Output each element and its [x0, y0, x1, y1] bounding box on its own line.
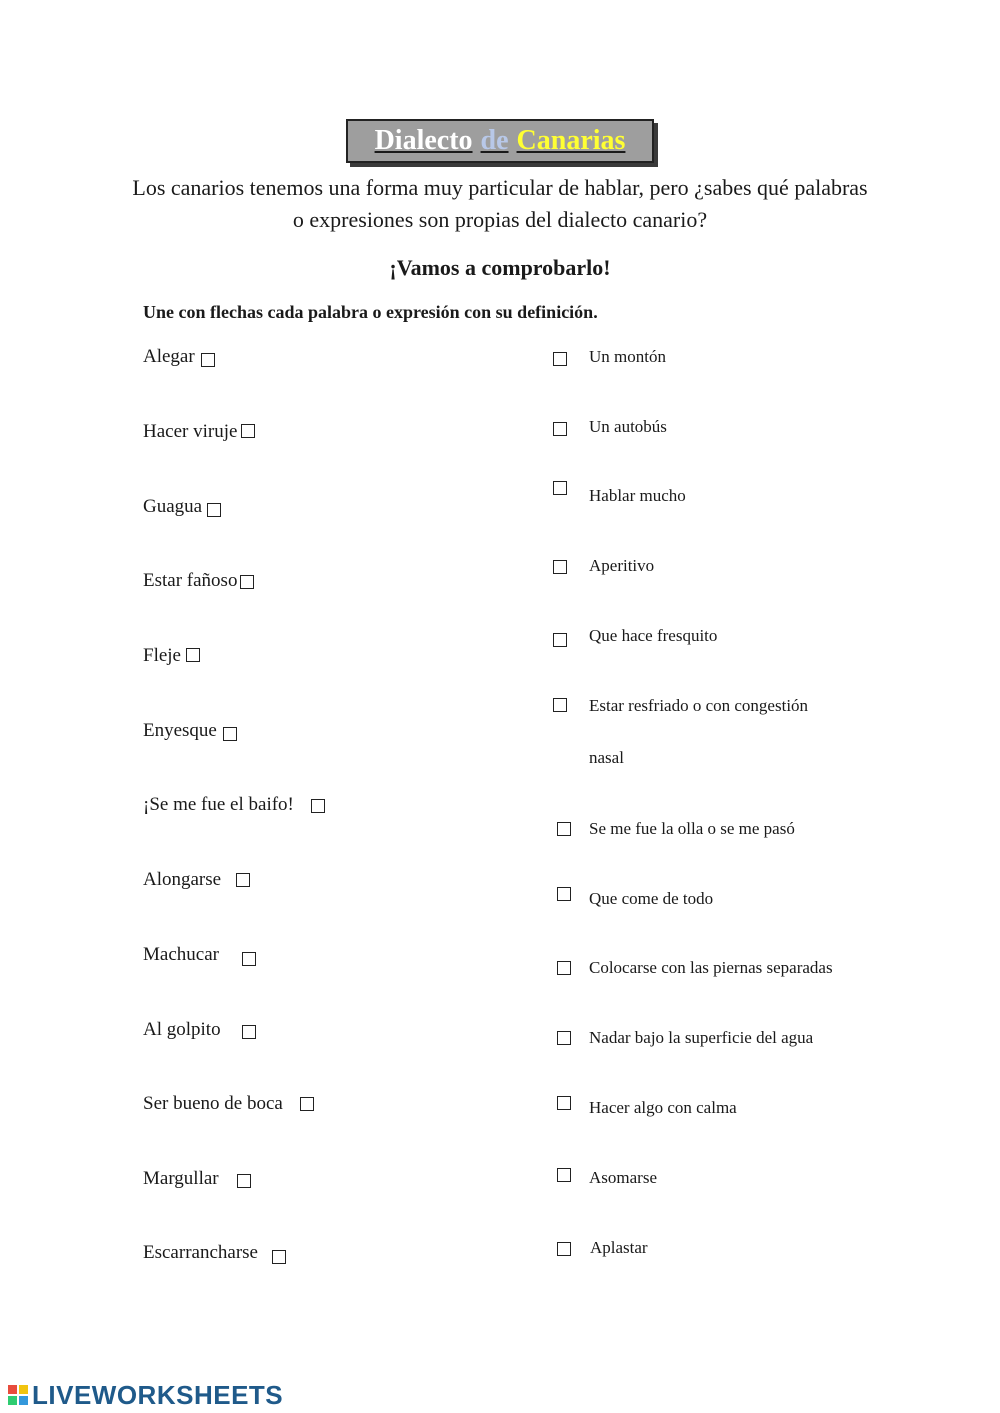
right-item-colocarse: Colocarse con las piernas separadas — [589, 958, 833, 977]
right-item-asomarse: Asomarse — [589, 1168, 657, 1187]
right-item-estar-resfriado-cont: nasal — [589, 748, 624, 767]
right-checkbox[interactable] — [553, 422, 567, 436]
left-item-label: Guagua — [143, 496, 203, 517]
title-word-de: de — [480, 125, 509, 156]
right-checkbox[interactable] — [553, 352, 567, 366]
right-item-se-me-fue-la-olla: Se me fue la olla o se me pasó — [589, 819, 795, 838]
left-item-label: Machucar — [143, 944, 219, 965]
left-item-label: Enyesque — [143, 720, 217, 741]
left-checkbox[interactable] — [236, 873, 250, 887]
worksheet-title — [346, 119, 654, 163]
right-item-aplastar: Aplastar — [590, 1238, 648, 1257]
left-item-label: Hacer viruje — [143, 421, 238, 442]
subheading: ¡Vamos a comprobarlo! — [389, 255, 611, 280]
left-item-label: Fleje — [143, 645, 181, 666]
left-item-label: Ser bueno de boca — [143, 1093, 283, 1114]
right-item-aperitivo: Aperitivo — [589, 556, 655, 575]
right-item-hablar-mucho: Hablar mucho — [589, 486, 686, 505]
left-item-label: Margullar — [143, 1168, 219, 1189]
left-checkbox[interactable] — [272, 1250, 286, 1264]
right-checkbox[interactable] — [557, 1096, 571, 1110]
left-item-ser-bueno-de-boca — [143, 1093, 314, 1115]
left-checkbox[interactable] — [311, 799, 325, 813]
right-item-nadar: Nadar bajo la superficie del agua — [589, 1028, 814, 1047]
left-checkbox[interactable] — [242, 1025, 256, 1039]
title-word-dialecto: Dialecto — [374, 125, 473, 156]
right-checkbox[interactable] — [553, 698, 567, 712]
left-checkbox[interactable] — [201, 353, 215, 367]
left-checkbox[interactable] — [240, 575, 254, 589]
left-item-alongarse — [143, 869, 250, 891]
right-item-hacer-algo-con-calma: Hacer algo con calma — [589, 1098, 737, 1117]
left-item-al-golpito — [143, 1019, 256, 1041]
left-item-label: Alegar — [143, 346, 195, 367]
left-item-machucar — [143, 944, 256, 966]
right-checkbox[interactable] — [557, 961, 571, 975]
right-checkbox[interactable] — [553, 560, 567, 574]
right-item-que-come-de-todo: Que come de todo — [589, 889, 714, 908]
right-checkbox[interactable] — [557, 887, 571, 901]
left-item-label: Escarrancharse — [143, 1242, 258, 1263]
left-item-enyesque — [143, 720, 237, 742]
liveworksheets-footer — [8, 1381, 283, 1409]
left-item-alegar — [143, 346, 215, 368]
left-item-hacer-viruje — [143, 421, 255, 443]
right-item-estar-resfriado: Estar resfriado o con congestión — [589, 696, 809, 715]
left-checkbox[interactable] — [300, 1097, 314, 1111]
left-item-label: Estar fañoso — [143, 570, 238, 591]
left-checkbox[interactable] — [241, 424, 255, 438]
right-checkbox[interactable] — [557, 822, 571, 836]
left-item-label: Al golpito — [143, 1019, 221, 1040]
right-checkbox[interactable] — [557, 1242, 571, 1256]
right-item-que-hace-fresquito: Que hace fresquito — [589, 626, 718, 645]
left-item-fleje — [143, 645, 200, 667]
left-checkbox[interactable] — [186, 648, 200, 662]
title-word-canarias: Canarias — [516, 125, 626, 156]
left-item-se-me-fue-el-baifo — [143, 794, 325, 816]
right-checkbox[interactable] — [553, 481, 567, 495]
right-checkbox[interactable] — [553, 633, 567, 647]
left-item-escarrancharse — [143, 1242, 286, 1264]
right-item-un-autobus: Un autobús — [589, 417, 667, 436]
left-checkbox[interactable] — [207, 503, 221, 517]
left-checkbox[interactable] — [223, 727, 237, 741]
left-item-label: Alongarse — [143, 869, 222, 890]
right-checkbox[interactable] — [557, 1168, 571, 1182]
left-checkbox[interactable] — [237, 1174, 251, 1188]
right-checkbox[interactable] — [557, 1031, 571, 1045]
left-item-guagua — [143, 496, 221, 518]
left-item-estar-fanoso — [143, 570, 254, 592]
instruction-text: Une con flechas cada palabra o expresión con su definición. — [143, 302, 598, 322]
left-item-label: ¡Se me fue el baifo! — [143, 794, 294, 815]
left-checkbox[interactable] — [242, 952, 256, 966]
liveworksheets-brand: LIVEWORKSHEETS — [32, 1379, 284, 1410]
left-item-margullar — [143, 1168, 251, 1190]
right-item-un-monton: Un montón — [589, 347, 666, 366]
liveworksheets-logo-icon — [8, 1385, 28, 1405]
intro-paragraph: Los canarios tenemos una forma muy particular de hablar, pero ¿sabes qué palabras o expresiones son propias del dialecto canario? — [132, 175, 868, 232]
